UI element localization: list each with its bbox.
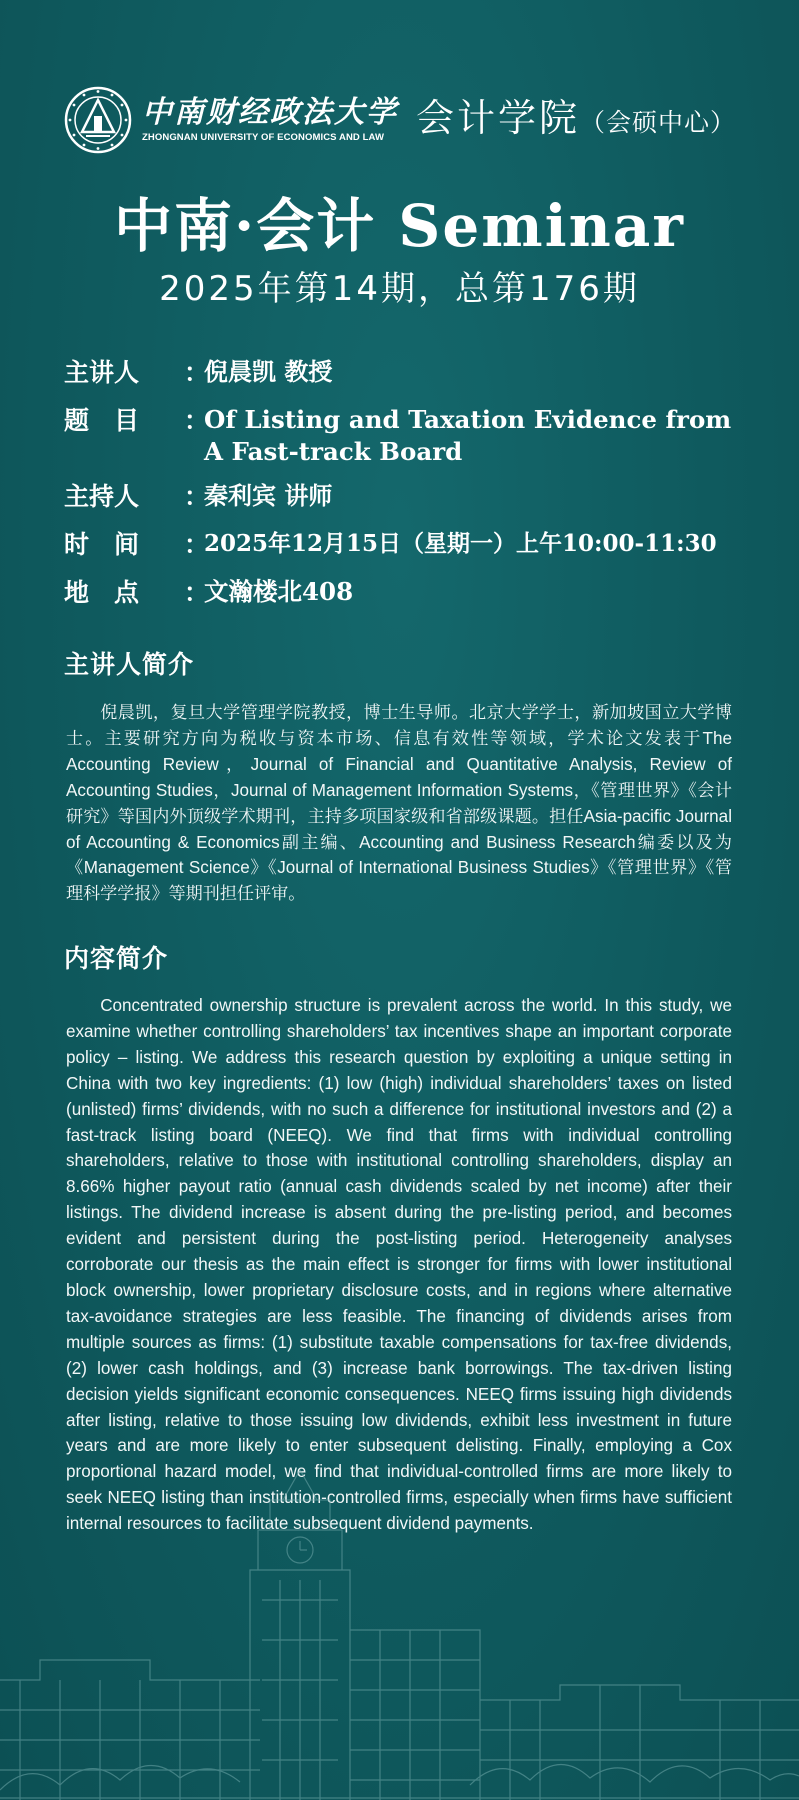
place-label: 地 点 bbox=[64, 578, 140, 607]
colon: ： bbox=[184, 406, 210, 435]
time-value: 2025年12月15日（星期一）上午10:00-11:30 bbox=[204, 530, 717, 557]
seminar-info bbox=[64, 356, 764, 610]
place-row bbox=[64, 576, 764, 610]
school-name-main: 会计学院 bbox=[416, 95, 581, 140]
topic-value bbox=[204, 404, 764, 468]
topic-line-2: A Fast-track Board bbox=[204, 437, 463, 466]
colon: ： bbox=[184, 358, 210, 387]
topic-label: 题 目 bbox=[64, 406, 140, 435]
time-label: 时 间 bbox=[64, 530, 140, 559]
topic-line-1: Of Listing and Taxation Evidence from bbox=[204, 405, 732, 434]
speaker-label: 主讲人 bbox=[64, 358, 140, 387]
time-row bbox=[64, 528, 764, 562]
school-name-sub: （会硕中心） bbox=[580, 107, 737, 137]
school-name bbox=[416, 94, 736, 147]
university-name bbox=[142, 95, 398, 145]
host-value: 秦利宾 讲师 bbox=[204, 482, 333, 510]
colon: ： bbox=[184, 578, 210, 607]
seminar-title: 中南·会计 Seminar bbox=[114, 192, 685, 260]
abstract-text: Concentrated ownership structure is prevalent across the world. In this study, we examine whether controlling shareholders’ tax incentives shape an important corporate policy – listing. We address this research question by exploiting a unique setting in China with two key ingredients: (1) low (high) individual shareholders’ taxes on listed (unlisted) firms’ dividends, with no such a difference for institutional investors and (2) a fast-track listing board (NEEQ). We find that firms with individual controlling shareholders, relative to those with institutional controlling shareholders, display an 8.66% higher payout ratio (annual cash dividends scaled by net income) after their listings. The dividend increase is absent during the pre-listing period, and becomes evident and persistent during the post-listing period. Heterogeneity analyses corroborate our thesis as the main effect is stronger for firms with lower institutional block ownership, lower proprietary disclosure costs, and in regions where alternative tax-avoidance strategies are less feasible. The financing of dividends arises from multiple sources as firms: (1) substitute taxable compensations for tax-free dividends, (2) lower cash holdings, and (3) increase bank borrowings. The tax-driven listing decision yields significant economic consequences. NEEQ firms issuing high dividends after listing, relative to those issuing low dividends, exhibit less investment in future years and are more likely to enter subsequent delisting. Finally, employing a Cox proportional hazard model, we find that individual-controlled firms are more likely to seek NEEQ listing than institution-controlled firms, especially when firms have sufficient internal resources to facilitate subsequent dividend payments. bbox=[66, 996, 732, 1534]
host-row bbox=[64, 480, 764, 514]
topic-row bbox=[64, 404, 764, 468]
colon: ： bbox=[184, 482, 210, 511]
header bbox=[64, 80, 736, 160]
issue-number: 2025年第14期，总第176期 bbox=[159, 269, 640, 309]
abstract-heading: 内容简介 bbox=[64, 944, 169, 973]
speaker-row bbox=[64, 356, 764, 390]
university-name-en: ZHONGNAN UNIVERSITY OF ECONOMICS AND LAW bbox=[142, 132, 385, 143]
host-label: 主持人 bbox=[64, 482, 140, 511]
place-value: 文瀚楼北408 bbox=[204, 577, 354, 606]
speaker-value: 倪晨凯 教授 bbox=[204, 358, 333, 386]
bio-text: 倪晨凯，复旦大学管理学院教授，博士生导师。北京大学学士，新加坡国立大学博士。主要研究方向为税收与资本市场、信息有效性等领域，学术论文发表于The Accounting Review，Journal of Financial and Quantitative Analysis, Review of Accounting Studies，Journal of Management Information Systems，《管理世界》《会计研究》等国内外顶级学术期刊，主持多项国家级和省部级课题。担任Asia-pacific Journal of Accounting & Economics副主编、Accounting and Business Research编委以及为《Management Science》《Journal of International Business Studies》《管理世界》《管理科学学报》等期刊担任评审。 bbox=[66, 703, 732, 904]
colon: ： bbox=[184, 530, 210, 559]
bio-heading: 主讲人简介 bbox=[64, 650, 195, 679]
university-seal-icon bbox=[64, 86, 132, 154]
university-name-cn: 中南财经政法大学 bbox=[142, 95, 398, 130]
